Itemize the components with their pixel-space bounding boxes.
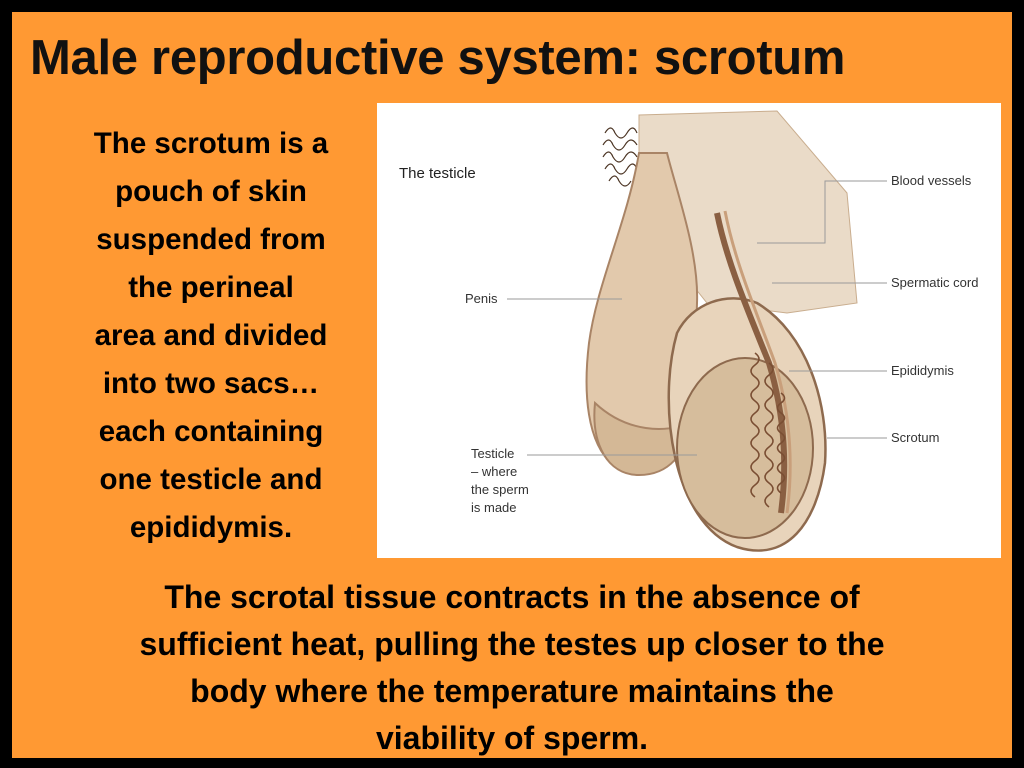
description-line: one testicle and	[99, 463, 323, 496]
testicle-shape	[677, 358, 813, 538]
testicle-diagram	[377, 103, 1001, 558]
label-blood-vessels: Blood vessels	[891, 173, 972, 188]
description-line: each containing	[98, 415, 324, 448]
bottom-text-line: sufficient heat, pulling the testes up closer to the	[139, 626, 885, 662]
bottom-text-line: viability of sperm.	[375, 720, 649, 756]
label-testicle-line-4: is made	[471, 500, 517, 515]
label-spermatic-cord: Spermatic cord	[891, 275, 979, 290]
label-testicle-line-1: Testicle	[471, 446, 515, 461]
scrotum-description	[46, 120, 376, 552]
slide	[12, 12, 1012, 758]
description-line: the perineal	[128, 271, 294, 304]
label-testicle-line-2: – where	[471, 464, 518, 479]
label-epididymis: Epididymis	[891, 363, 954, 378]
label-scrotum: Scrotum	[891, 430, 940, 445]
label-the-testicle: The testicle	[399, 165, 476, 182]
description-line: epididymis.	[129, 511, 293, 544]
description-line: The scrotum is a	[93, 127, 329, 160]
pubic-hair	[603, 128, 637, 186]
bottom-text-line: The scrotal tissue contracts in the absence of	[164, 579, 860, 615]
description-line: pouch of skin	[115, 175, 307, 208]
description-line: area and divided	[94, 319, 328, 352]
slide-title: Male reproductive system: scrotum	[30, 31, 846, 85]
description-line: suspended from	[96, 223, 326, 256]
description-line: into two sacs…	[102, 367, 320, 400]
label-penis: Penis	[465, 291, 498, 306]
label-testicle-line-3: the sperm	[471, 482, 529, 497]
scrotal-tissue-text	[32, 574, 992, 762]
bottom-text-line: body where the temperature maintains the	[190, 673, 834, 709]
